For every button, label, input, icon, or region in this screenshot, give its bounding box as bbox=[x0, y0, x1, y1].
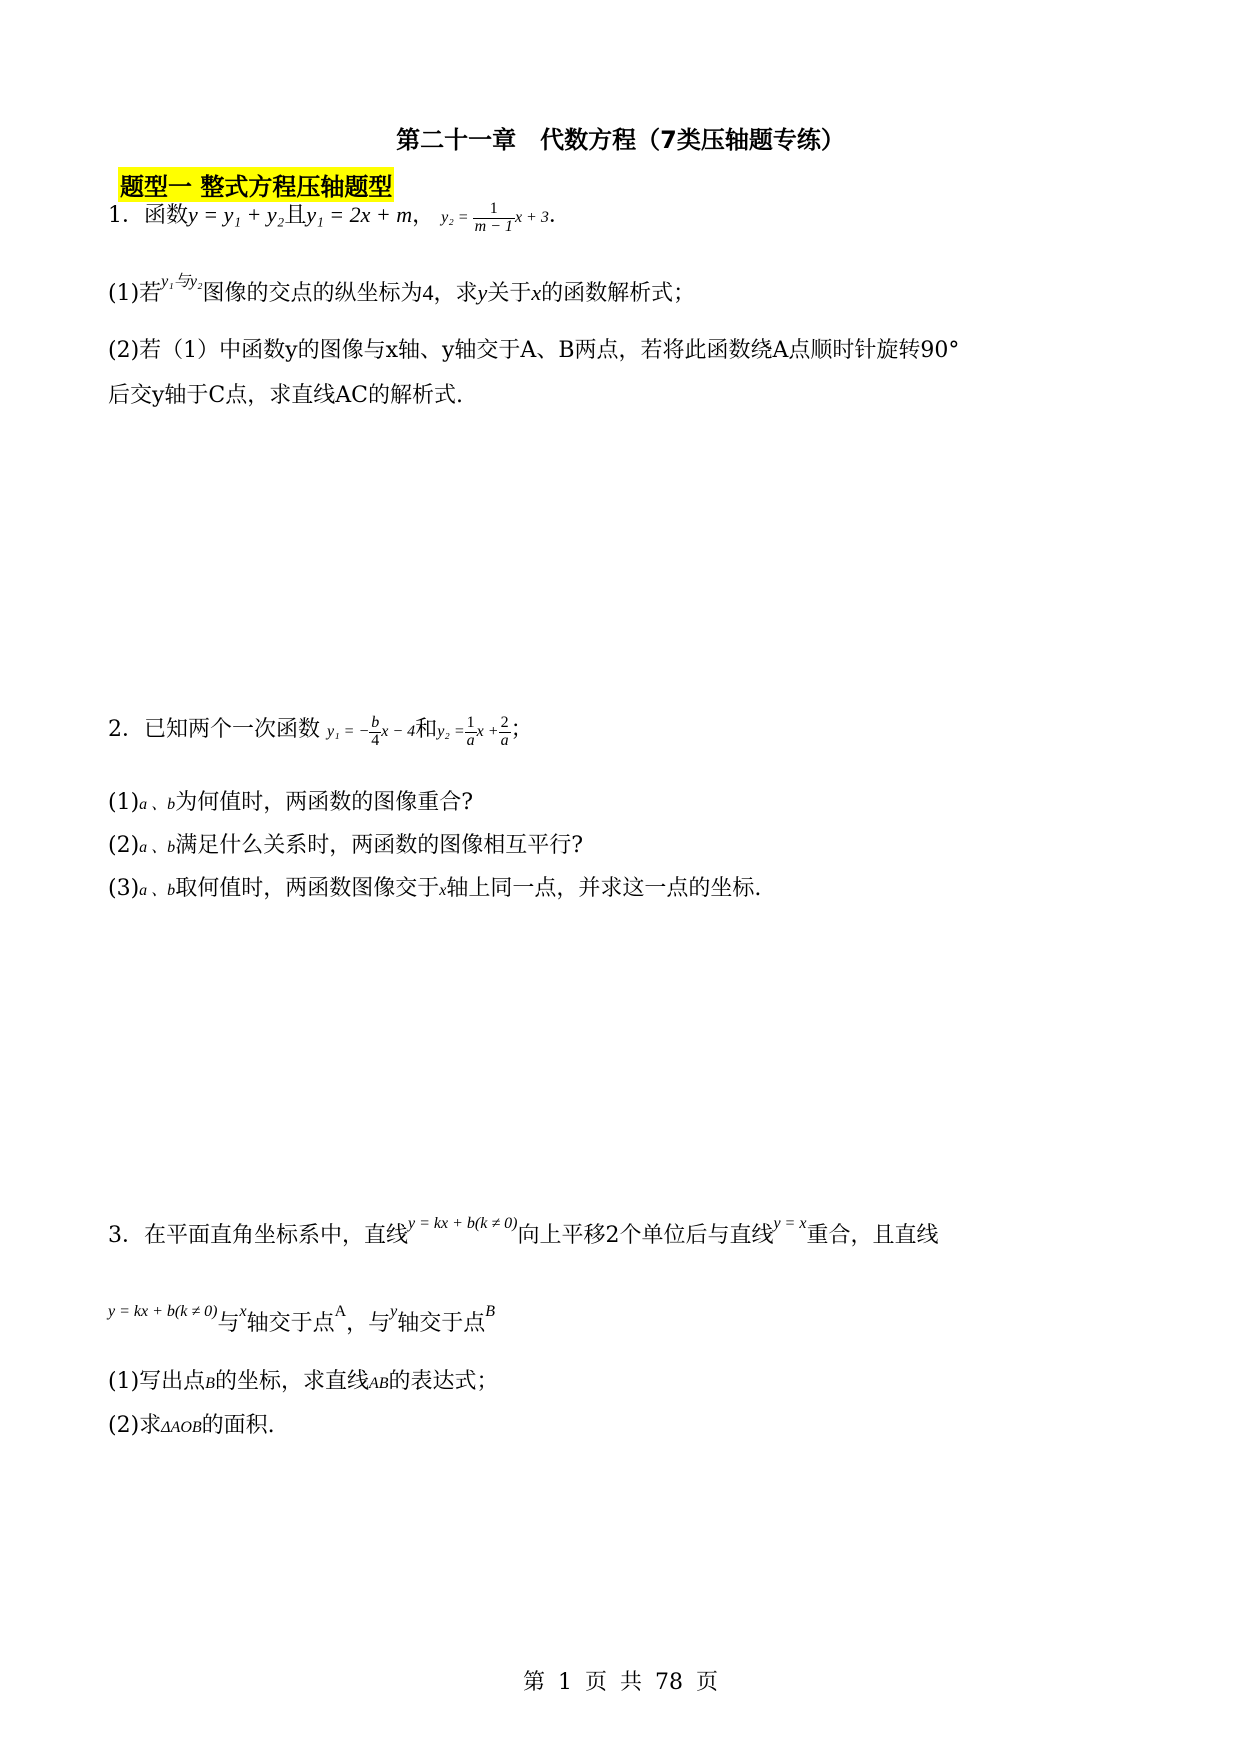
q1-eq-y: y = y₁ + y₂ bbox=[188, 202, 285, 227]
q3-number: 3． bbox=[108, 1223, 144, 1248]
q2-eq-y2: y₂ = $\frac{1}{a}$ x + $\frac{2}{a}$ bbox=[437, 714, 509, 749]
q3-yx: y = x bbox=[773, 1215, 807, 1232]
q3-part2: (2)求ΔAOB的面积. bbox=[108, 1413, 275, 1438]
q2-eq-y1: y₁ = − $\frac{b}{4}$ x − 4 bbox=[327, 714, 416, 749]
section-heading: 题型一 整式方程压轴题型 bbox=[118, 167, 394, 202]
q1-part2-line2: 后交y轴于C点，求直线AC的解析式. bbox=[108, 383, 463, 408]
q2-number: 2． bbox=[108, 717, 144, 742]
q1-part2-line1: (2)若（1）中函数y的图像与x轴、y轴交于A、B两点，若将此函数绕A点顺时针旋转90° bbox=[108, 338, 960, 363]
q3-part1: (1)写出点B的坐标，求直线AB的表达式； bbox=[108, 1369, 499, 1394]
page-footer: 第 1 页 共 78 页 bbox=[523, 1670, 718, 1695]
q2-part2: (2)a 、b满足什么关系时，两函数的图像相互平行? bbox=[108, 833, 583, 858]
q2-part1: (1)a 、b为何值时，两函数的图像重合? bbox=[108, 790, 473, 815]
page-title: 第二十一章 代数方程（7类压轴题专练） bbox=[396, 126, 845, 154]
q2-stem: 2．已知两个一次函数 y₁ = − $\frac{b}{4}$ x − 4和y₂ = $\frac{1}{a}$ x + $\frac{2}{a}$ ； bbox=[108, 714, 533, 749]
q1-part1: (1)若$^{y_1与y_2}$图像的交点的纵坐标为4，求y关于x的函数解析式； bbox=[108, 273, 696, 306]
q2-part3: (3)a 、b取何值时，两函数图像交于x轴上同一点，并求这一点的坐标. bbox=[108, 876, 762, 901]
q1-number: 1． bbox=[108, 203, 144, 228]
q3-line2-eq: y = kx + b(k ≠ 0) bbox=[108, 1303, 218, 1320]
q3-stem-line1: 3．在平面直角坐标系中，直线$^{y = kx + b(k \ne 0)}$向上平移2个单位后与直线$^{y = x}$重合，且直线 bbox=[108, 1215, 939, 1248]
q1-eq-y1: y₁ = 2x + m bbox=[306, 202, 413, 227]
q1-eq-y2: y₂ = $\frac{1}{m - 1}$ x + 3 bbox=[441, 200, 549, 235]
q1-stem: 1．函数y = y₁ + y₂且y₁ = 2x + m， y₂ = $\frac{1}{m - 1}$ x + 3． bbox=[108, 200, 571, 235]
q1-y1-y2: y₁与y₂ bbox=[161, 273, 203, 290]
q3-line-eq: y = kx + b(k ≠ 0) bbox=[408, 1215, 518, 1232]
q3-stem-line2: $^{y = kx + b(k \ne 0)}$与$^x$轴交于点$^A$，与$^y$轴交于点$^B$ bbox=[108, 1303, 496, 1336]
